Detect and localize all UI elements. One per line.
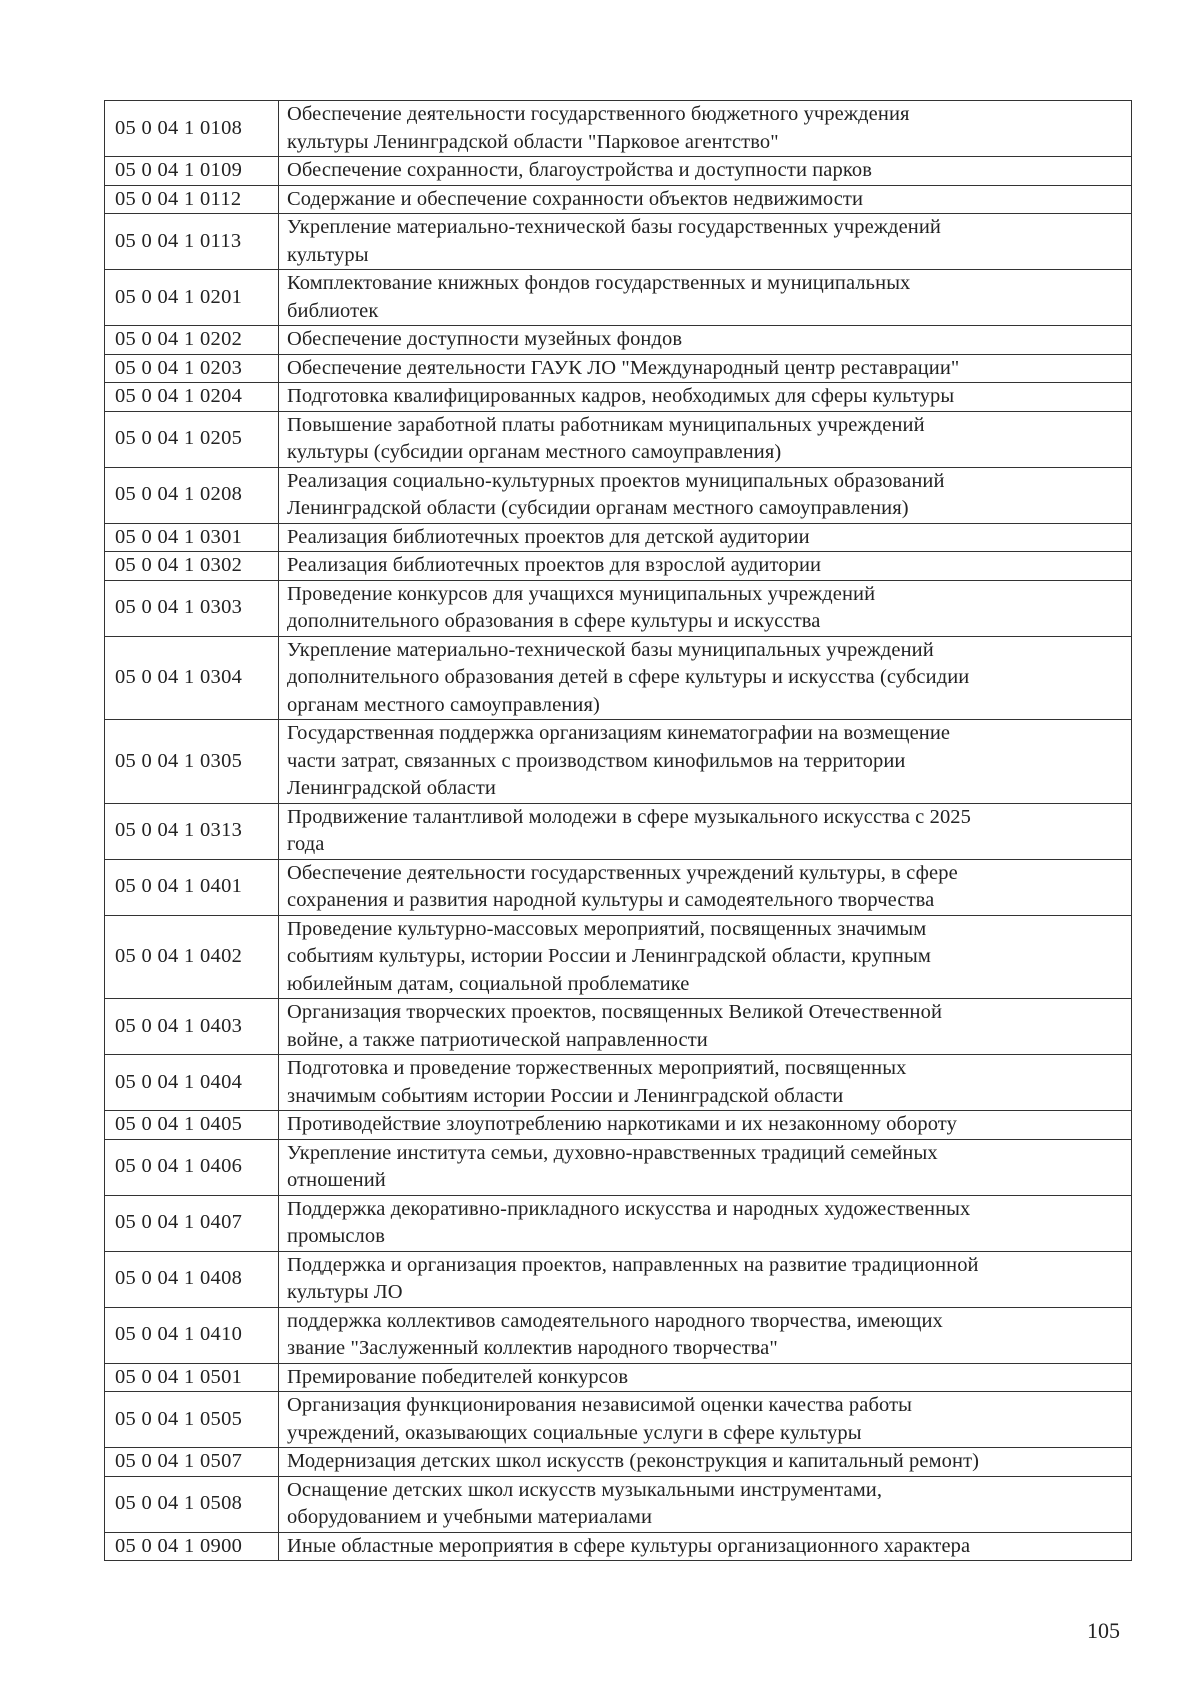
row-code: 05 0 04 1 0501 (105, 1363, 279, 1392)
row-description: Подготовка и проведение торжественных мероприятий, посвященных значимым событиям истории России и Ленинградской области (279, 1055, 1132, 1111)
row-code: 05 0 04 1 0410 (105, 1307, 279, 1363)
table-row (105, 354, 1132, 383)
row-code: 05 0 04 1 0406 (105, 1139, 279, 1195)
row-description: Укрепление материально-технической базы муниципальных учреждений дополнительного образования детей в сфере культуры и искусства (субсидии органам местного самоуправления) (279, 636, 1132, 720)
row-description: Укрепление института семьи, духовно-нравственных традиций семейных отношений (279, 1139, 1132, 1195)
row-code: 05 0 04 1 0408 (105, 1251, 279, 1307)
row-description: Реализация библиотечных проектов для детской аудитории (279, 523, 1132, 552)
row-description: Обеспечение деятельности государственного бюджетного учреждения культуры Ленинградской области "Парковое агентство" (279, 101, 1132, 157)
row-code: 05 0 04 1 0507 (105, 1448, 279, 1477)
table-row (105, 101, 1132, 157)
row-code: 05 0 04 1 0302 (105, 552, 279, 581)
row-description: Государственная поддержка организациям кинематографии на возмещение части затрат, связанных с производством кинофильмов на территории Ленинградской области (279, 720, 1132, 804)
row-description: Повышение заработной платы работникам муниципальных учреждений культуры (субсидии органам местного самоуправления) (279, 411, 1132, 467)
row-description: Укрепление материально-технической базы государственных учреждений культуры (279, 214, 1132, 270)
table-row (105, 185, 1132, 214)
table-row (105, 214, 1132, 270)
row-description: Обеспечение сохранности, благоустройства и доступности парков (279, 157, 1132, 186)
row-code: 05 0 04 1 0208 (105, 467, 279, 523)
row-description: Премирование победителей конкурсов (279, 1363, 1132, 1392)
row-description: Противодействие злоупотреблению наркотиками и их незаконному обороту (279, 1111, 1132, 1140)
row-description: Модернизация детских школ искусств (реконструкция и капитальный ремонт) (279, 1448, 1132, 1477)
table-row (105, 1195, 1132, 1251)
row-description: Проведение культурно-массовых мероприятий, посвященных значимым событиям культуры, истории России и Ленинградской области, крупным юбилейным датам, социальной проблематике (279, 915, 1132, 999)
table-row (105, 383, 1132, 412)
row-code: 05 0 04 1 0505 (105, 1392, 279, 1448)
row-description: Организация функционирования независимой оценки качества работы учреждений, оказывающих социальные услуги в сфере культуры (279, 1392, 1132, 1448)
table-row (105, 467, 1132, 523)
table-body (105, 101, 1132, 1561)
row-description: Организация творческих проектов, посвященных Великой Отечественной войне, а также патриотической направленности (279, 999, 1132, 1055)
table-row (105, 580, 1132, 636)
row-code: 05 0 04 1 0900 (105, 1532, 279, 1561)
row-code: 05 0 04 1 0203 (105, 354, 279, 383)
row-code: 05 0 04 1 0405 (105, 1111, 279, 1140)
table-row (105, 636, 1132, 720)
row-code: 05 0 04 1 0303 (105, 580, 279, 636)
table-row (105, 157, 1132, 186)
row-description: Проведение конкурсов для учащихся муниципальных учреждений дополнительного образования в сфере культуры и искусства (279, 580, 1132, 636)
row-description: Обеспечение деятельности государственных учреждений культуры, в сфере сохранения и развития народной культуры и самодеятельного творчества (279, 859, 1132, 915)
row-description: Иные областные мероприятия в сфере культуры организационного характера (279, 1532, 1132, 1561)
table-row (105, 1363, 1132, 1392)
table-row (105, 1448, 1132, 1477)
table-row (105, 1392, 1132, 1448)
row-code: 05 0 04 1 0109 (105, 157, 279, 186)
row-description: Обеспечение доступности музейных фондов (279, 326, 1132, 355)
table-row (105, 552, 1132, 581)
row-code: 05 0 04 1 0403 (105, 999, 279, 1055)
table-row (105, 720, 1132, 804)
page-number: 105 (1087, 1618, 1120, 1643)
table-row (105, 1055, 1132, 1111)
row-description: Продвижение талантливой молодежи в сфере музыкального искусства с 2025 года (279, 803, 1132, 859)
row-description: поддержка коллективов самодеятельного народного творчества, имеющих звание "Заслуженный коллектив народного творчества" (279, 1307, 1132, 1363)
row-description: Реализация библиотечных проектов для взрослой аудитории (279, 552, 1132, 581)
row-description: Комплектование книжных фондов государственных и муниципальных библиотек (279, 270, 1132, 326)
table-row (105, 270, 1132, 326)
table-row (105, 1251, 1132, 1307)
table-row (105, 523, 1132, 552)
row-code: 05 0 04 1 0402 (105, 915, 279, 999)
row-description: Обеспечение деятельности ГАУК ЛО "Международный центр реставрации" (279, 354, 1132, 383)
row-code: 05 0 04 1 0508 (105, 1476, 279, 1532)
table-row (105, 411, 1132, 467)
table-row (105, 915, 1132, 999)
row-code: 05 0 04 1 0112 (105, 185, 279, 214)
table-row (105, 1532, 1132, 1561)
row-code: 05 0 04 1 0305 (105, 720, 279, 804)
table-row (105, 1139, 1132, 1195)
table-row (105, 803, 1132, 859)
table-row (105, 999, 1132, 1055)
row-code: 05 0 04 1 0404 (105, 1055, 279, 1111)
row-code: 05 0 04 1 0202 (105, 326, 279, 355)
row-code: 05 0 04 1 0204 (105, 383, 279, 412)
budget-code-table (104, 100, 1132, 1561)
row-description: Реализация социально-культурных проектов муниципальных образований Ленинградской области (субсидии органам местного самоуправления) (279, 467, 1132, 523)
table-row (105, 1307, 1132, 1363)
row-code: 05 0 04 1 0205 (105, 411, 279, 467)
row-code: 05 0 04 1 0401 (105, 859, 279, 915)
table-row (105, 1111, 1132, 1140)
row-description: Поддержка декоративно-прикладного искусства и народных художественных промыслов (279, 1195, 1132, 1251)
table-row (105, 1476, 1132, 1532)
row-description: Поддержка и организация проектов, направленных на развитие традиционной культуры ЛО (279, 1251, 1132, 1307)
table-row (105, 326, 1132, 355)
table-row (105, 859, 1132, 915)
row-description: Подготовка квалифицированных кадров, необходимых для сферы культуры (279, 383, 1132, 412)
row-code: 05 0 04 1 0108 (105, 101, 279, 157)
row-code: 05 0 04 1 0407 (105, 1195, 279, 1251)
row-code: 05 0 04 1 0301 (105, 523, 279, 552)
row-description: Оснащение детских школ искусств музыкальными инструментами, оборудованием и учебными материалами (279, 1476, 1132, 1532)
row-code: 05 0 04 1 0304 (105, 636, 279, 720)
row-code: 05 0 04 1 0201 (105, 270, 279, 326)
row-description: Содержание и обеспечение сохранности объектов недвижимости (279, 185, 1132, 214)
row-code: 05 0 04 1 0313 (105, 803, 279, 859)
row-code: 05 0 04 1 0113 (105, 214, 279, 270)
